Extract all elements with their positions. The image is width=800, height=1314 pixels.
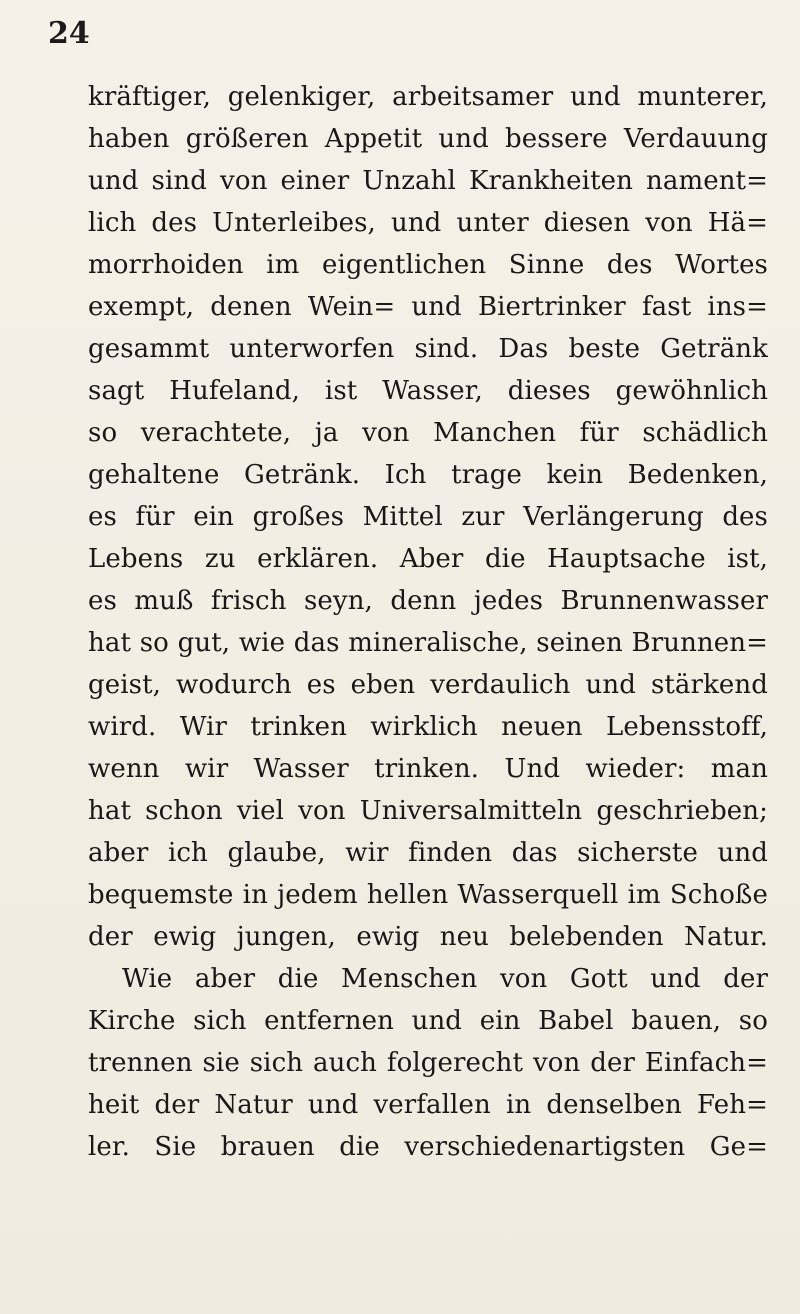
text-line: und sind von einer Unzahl Krankheiten nament= xyxy=(88,166,768,196)
text-line: so verachtete, ja von Manchen für schädlich xyxy=(88,418,768,448)
text-line: aber ich glaube, wir finden das sicherste und xyxy=(88,838,768,868)
text-line: morrhoiden im eigentlichen Sinne des Wortes xyxy=(88,250,768,280)
text-line: ler. Sie brauen die verschiedenartigsten Ge= xyxy=(88,1132,768,1162)
text-line: sagt Hufeland, ist Wasser, dieses gewöhnlich xyxy=(88,376,768,406)
text-line: wenn wir Wasser trinken. Und wieder: man xyxy=(88,754,768,784)
text-line: es für ein großes Mittel zur Verlängerung des xyxy=(88,502,768,532)
text-line: heit der Natur und verfallen in denselben Feh= xyxy=(88,1090,768,1120)
text-line: kräftiger, gelenkiger, arbeitsamer und munterer, xyxy=(88,82,768,112)
text-line: gesammt unterworfen sind. Das beste Getränk xyxy=(88,334,768,364)
text-line: haben größeren Appetit und bessere Verdauung xyxy=(88,124,768,154)
text-line: bequemste in jedem hellen Wasserquell im Schoße xyxy=(88,880,768,910)
text-line: hat so gut, wie das mineralische, seinen Brunnen= xyxy=(88,628,768,658)
text-line: exempt, denen Wein= und Biertrinker fast ins= xyxy=(88,292,768,322)
text-line: trennen sie sich auch folgerecht von der Einfach= xyxy=(88,1048,768,1078)
text-line: es muß frisch seyn, denn jedes Brunnenwasser xyxy=(88,586,768,616)
text-line: Lebens zu erklären. Aber die Hauptsache ist, xyxy=(88,544,768,574)
text-line: hat schon viel von Universalmitteln geschrieben; xyxy=(88,796,768,826)
text-line: lich des Unterleibes, und unter diesen von Hä= xyxy=(88,208,768,238)
text-line: Kirche sich entfernen und ein Babel bauen, so xyxy=(88,1006,768,1036)
text-line: Wie aber die Menschen von Gott und der xyxy=(122,964,768,994)
text-line: gehaltene Getränk. Ich trage kein Bedenken, xyxy=(88,460,768,490)
body-text xyxy=(88,76,768,1168)
text-line: wird. Wir trinken wirklich neuen Lebensstoff, xyxy=(88,712,768,742)
page-number: 24 xyxy=(48,16,90,51)
text-line: der ewig jungen, ewig neu belebenden Natur. xyxy=(88,922,768,952)
text-line: geist, wodurch es eben verdaulich und stärkend xyxy=(88,670,768,700)
